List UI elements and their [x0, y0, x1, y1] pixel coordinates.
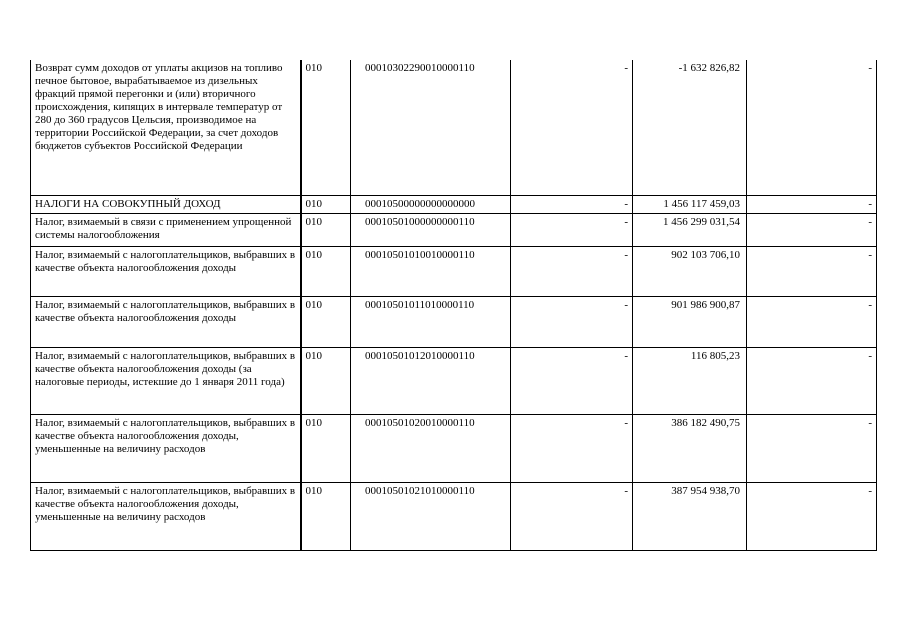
row-approved: -	[511, 213, 633, 246]
row-unexecuted: -	[747, 60, 877, 195]
row-unexecuted: -	[747, 195, 877, 213]
row-unexecuted: -	[747, 213, 877, 246]
table-row	[31, 296, 877, 347]
row-executed: -1 632 826,82	[633, 60, 747, 195]
row-executed: 902 103 706,10	[633, 246, 747, 296]
row-approved: -	[511, 347, 633, 414]
row-name: Налог, взимаемый с налогоплательщиков, выбравших в качестве объекта налогообложения доходы	[31, 246, 301, 296]
table-row	[31, 414, 877, 482]
row-unexecuted: -	[747, 482, 877, 550]
row-executed: 386 182 490,75	[633, 414, 747, 482]
row-line-code: 010	[301, 296, 351, 347]
row-unexecuted: -	[747, 296, 877, 347]
row-approved: -	[511, 482, 633, 550]
row-budget-code: 00010302290010000110	[351, 60, 511, 195]
table-row	[31, 213, 877, 246]
row-name: НАЛОГИ НА СОВОКУПНЫЙ ДОХОД	[31, 195, 301, 213]
row-approved: -	[511, 246, 633, 296]
revenue-table	[30, 60, 877, 551]
row-line-code: 010	[301, 414, 351, 482]
row-unexecuted: -	[747, 414, 877, 482]
row-approved: -	[511, 195, 633, 213]
row-budget-code: 00010501011010000110	[351, 296, 511, 347]
table-row	[31, 60, 877, 195]
row-approved: -	[511, 60, 633, 195]
row-name: Налог, взимаемый с налогоплательщиков, выбравших в качестве объекта налогообложения доходы, уменьшенные на величину расходов	[31, 482, 301, 550]
table-row	[31, 246, 877, 296]
row-name: Возврат сумм доходов от уплаты акцизов на топливо печное бытовое, вырабатываемое из дизельных фракций прямой перегонки и (или) вторичного происхождения, кипящих в интервале температур от 280 до 360 градусов Цельсия, производимое на территории Российской Федерации, за счет доходов бюджетов субъектов Российской Федерации	[31, 60, 301, 195]
row-budget-code: 00010501012010000110	[351, 347, 511, 414]
row-unexecuted: -	[747, 246, 877, 296]
table-row	[31, 195, 877, 213]
row-name: Налог, взимаемый с налогоплательщиков, выбравших в качестве объекта налогообложения доходы (за налоговые периоды, истекшие до 1 января 2011 года)	[31, 347, 301, 414]
row-budget-code: 00010501021010000110	[351, 482, 511, 550]
row-budget-code: 00010501000000000110	[351, 213, 511, 246]
row-executed: 1 456 117 459,03	[633, 195, 747, 213]
table-row	[31, 482, 877, 550]
row-line-code: 010	[301, 213, 351, 246]
row-executed: 901 986 900,87	[633, 296, 747, 347]
row-budget-code: 00010500000000000000	[351, 195, 511, 213]
row-line-code: 010	[301, 347, 351, 414]
row-line-code: 010	[301, 482, 351, 550]
row-line-code: 010	[301, 246, 351, 296]
row-unexecuted: -	[747, 347, 877, 414]
row-approved: -	[511, 296, 633, 347]
row-approved: -	[511, 414, 633, 482]
table-row	[31, 347, 877, 414]
row-executed: 1 456 299 031,54	[633, 213, 747, 246]
row-line-code: 010	[301, 195, 351, 213]
row-budget-code: 00010501010010000110	[351, 246, 511, 296]
row-name: Налог, взимаемый с налогоплательщиков, выбравших в качестве объекта налогообложения доходы, уменьшенные на величину расходов	[31, 414, 301, 482]
row-name: Налог, взимаемый в связи с применением упрощенной системы налогообложения	[31, 213, 301, 246]
row-budget-code: 00010501020010000110	[351, 414, 511, 482]
row-line-code: 010	[301, 60, 351, 195]
row-executed: 116 805,23	[633, 347, 747, 414]
row-name: Налог, взимаемый с налогоплательщиков, выбравших в качестве объекта налогообложения доходы	[31, 296, 301, 347]
row-executed: 387 954 938,70	[633, 482, 747, 550]
